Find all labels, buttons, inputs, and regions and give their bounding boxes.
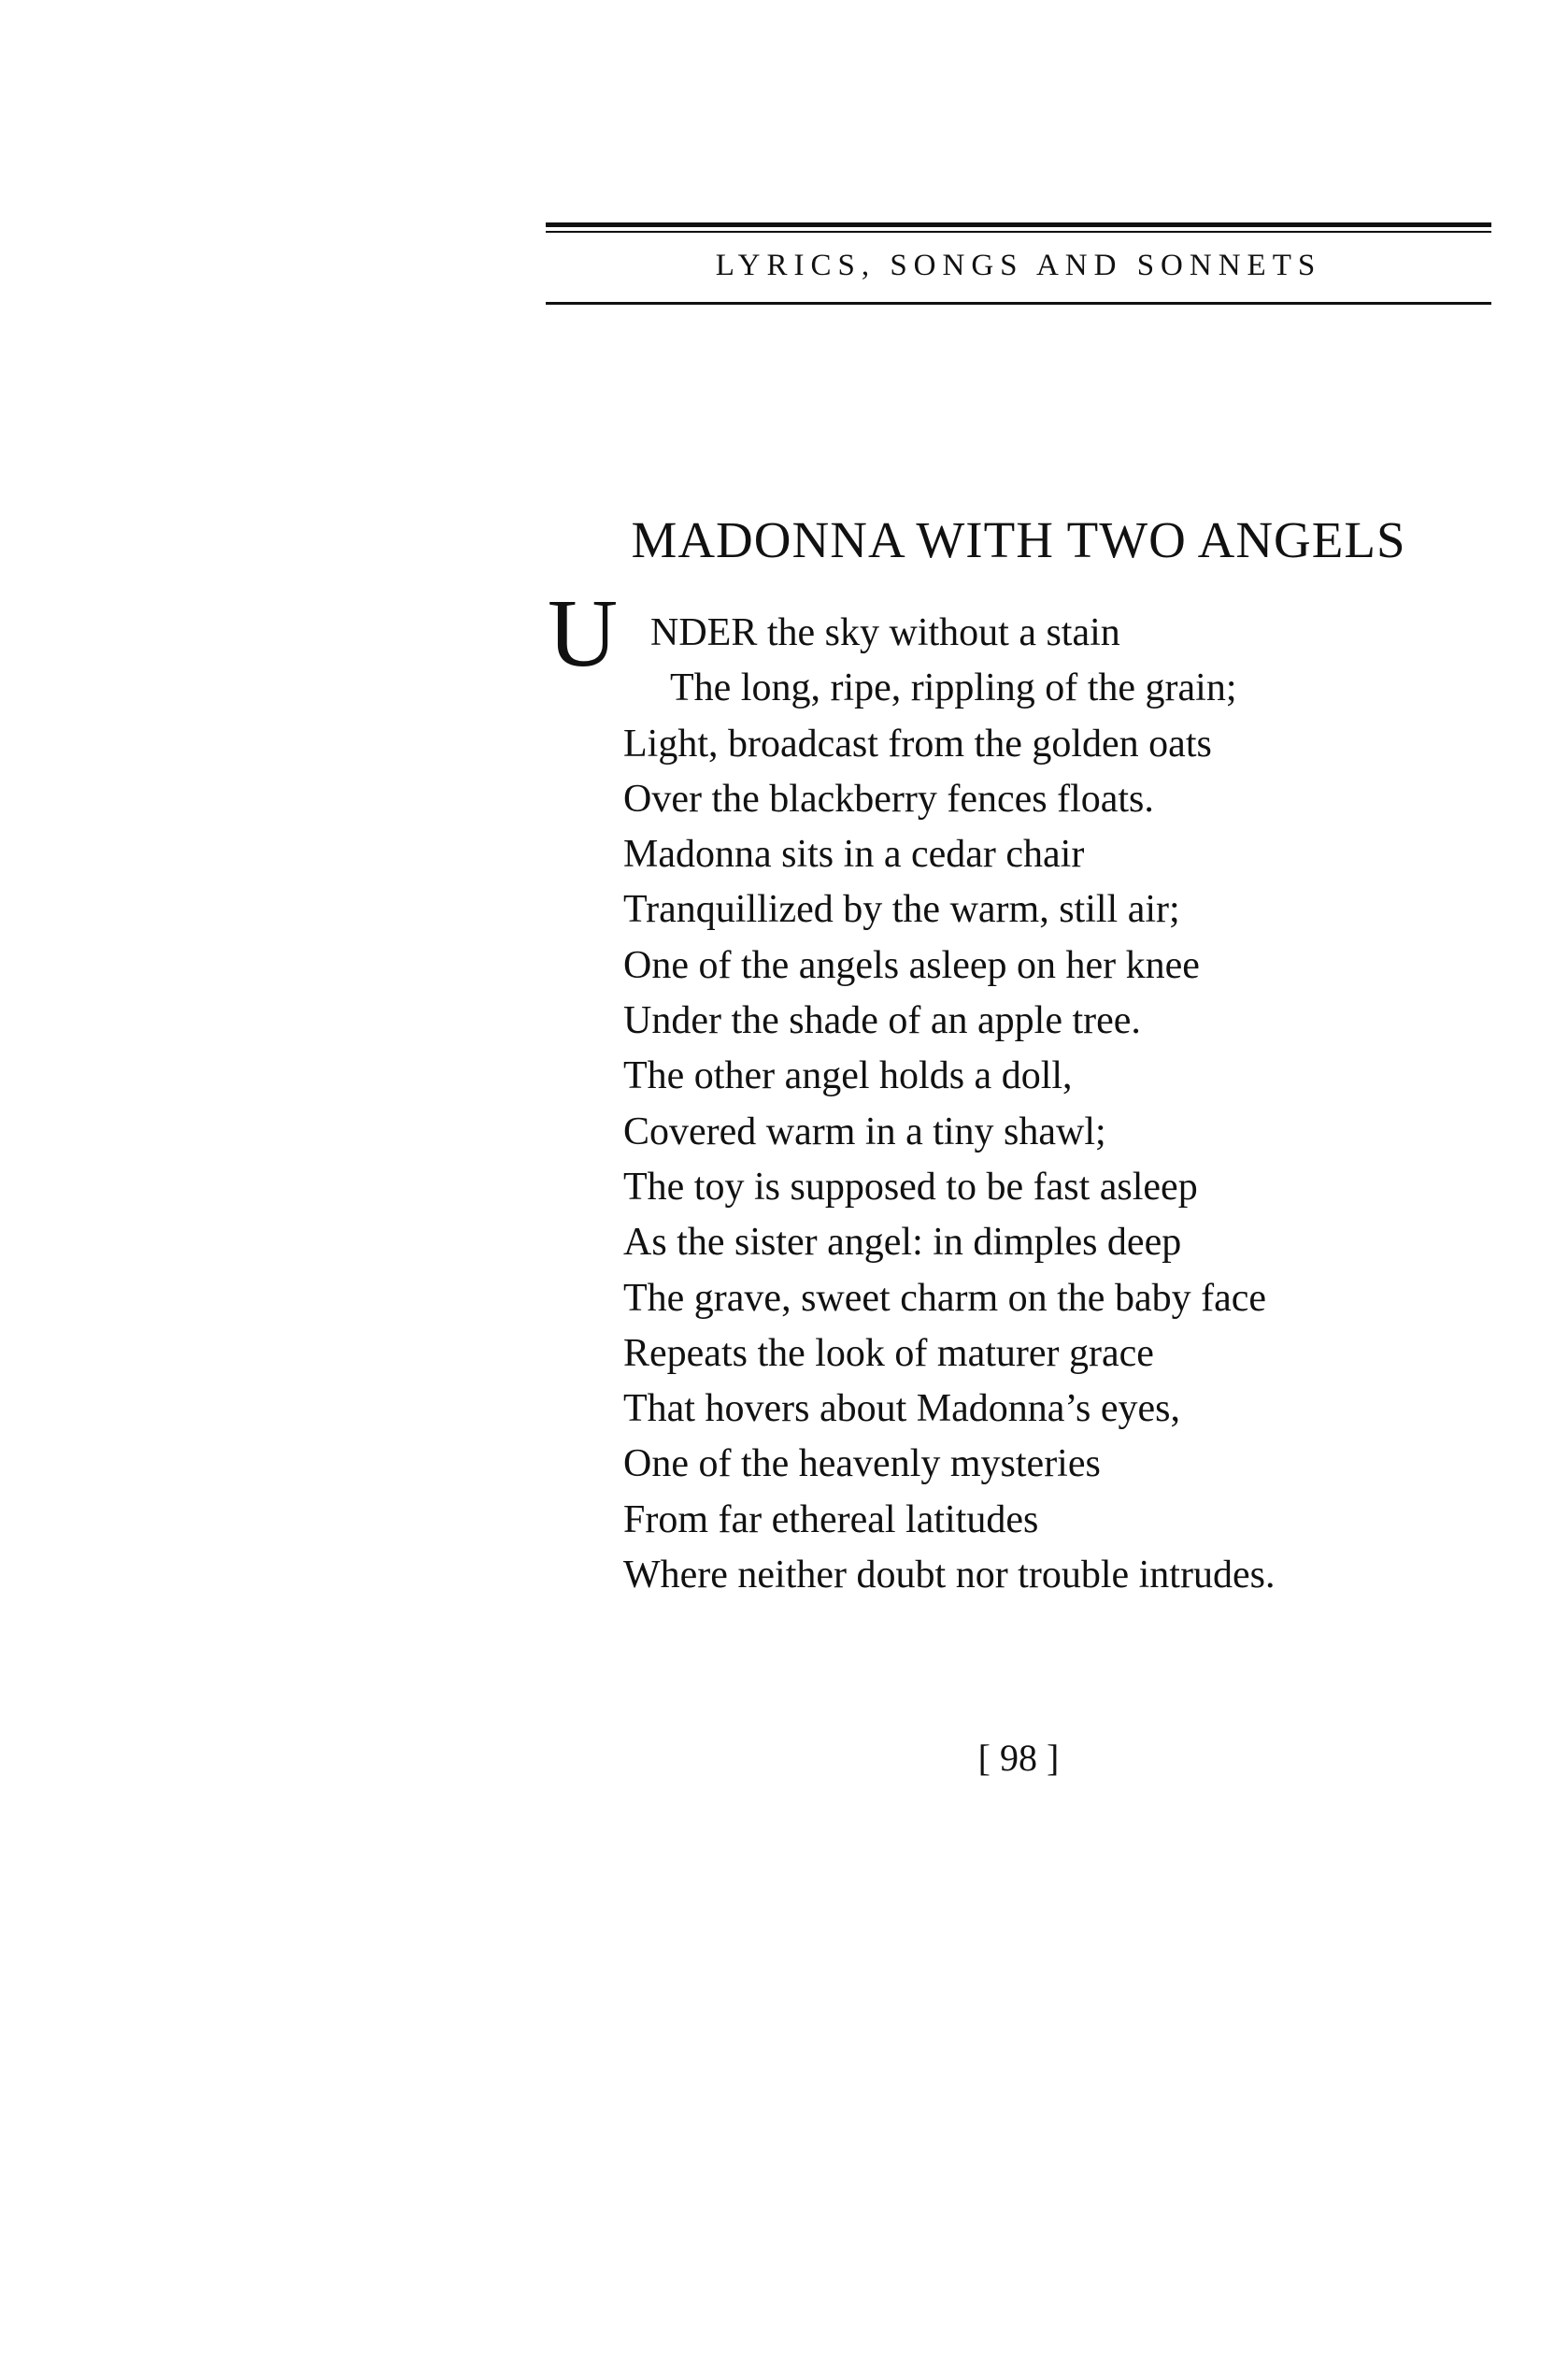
poem-line: Under the shade of an apple tree. [623,999,1141,1043]
poem-line: That hovers about Madonna’s eyes, [623,1387,1181,1431]
header-rule-thin [546,231,1491,233]
poem-line: Madonna sits in a cedar chair [623,833,1085,877]
poem-line: Light, broadcast from the golden oats [623,722,1212,766]
poem-line: Tranquillized by the warm, still air; [623,888,1180,932]
running-head: LYRICS, SONGS AND SONNETS [715,249,1322,282]
poem-line: Covered warm in a tiny shawl; [623,1110,1106,1153]
poem-line: NDER the sky without a stain [650,611,1120,654]
drop-cap: U [548,580,619,687]
header-rule-bottom [546,302,1491,305]
poem-line: One of the heavenly mysteries [623,1442,1101,1486]
poem-line: The long, ripe, rippling of the grain; [670,666,1237,710]
page-number: [ 98 ] [977,1737,1060,1779]
poem-line: The grave, sweet charm on the baby face [623,1276,1266,1320]
poem-line: The toy is supposed to be fast asleep [623,1165,1198,1209]
poem-line: Repeats the look of maturer grace [623,1331,1154,1375]
poem-line: The other angel holds a doll, [623,1054,1073,1098]
header-rule-thick [546,222,1491,227]
poem-line: As the sister angel: in dimples deep [623,1221,1182,1265]
poem-line: One of the angels asleep on her knee [623,943,1200,987]
poem-line: Over the blackberry fences floats. [623,777,1154,821]
poem-line: Where neither doubt nor trouble intrudes. [623,1554,1276,1597]
poem-line: From far ethereal latitudes [623,1497,1039,1541]
poem-body [623,606,1275,1603]
poem-title: MADONNA WITH TWO ANGELS [631,511,1406,568]
